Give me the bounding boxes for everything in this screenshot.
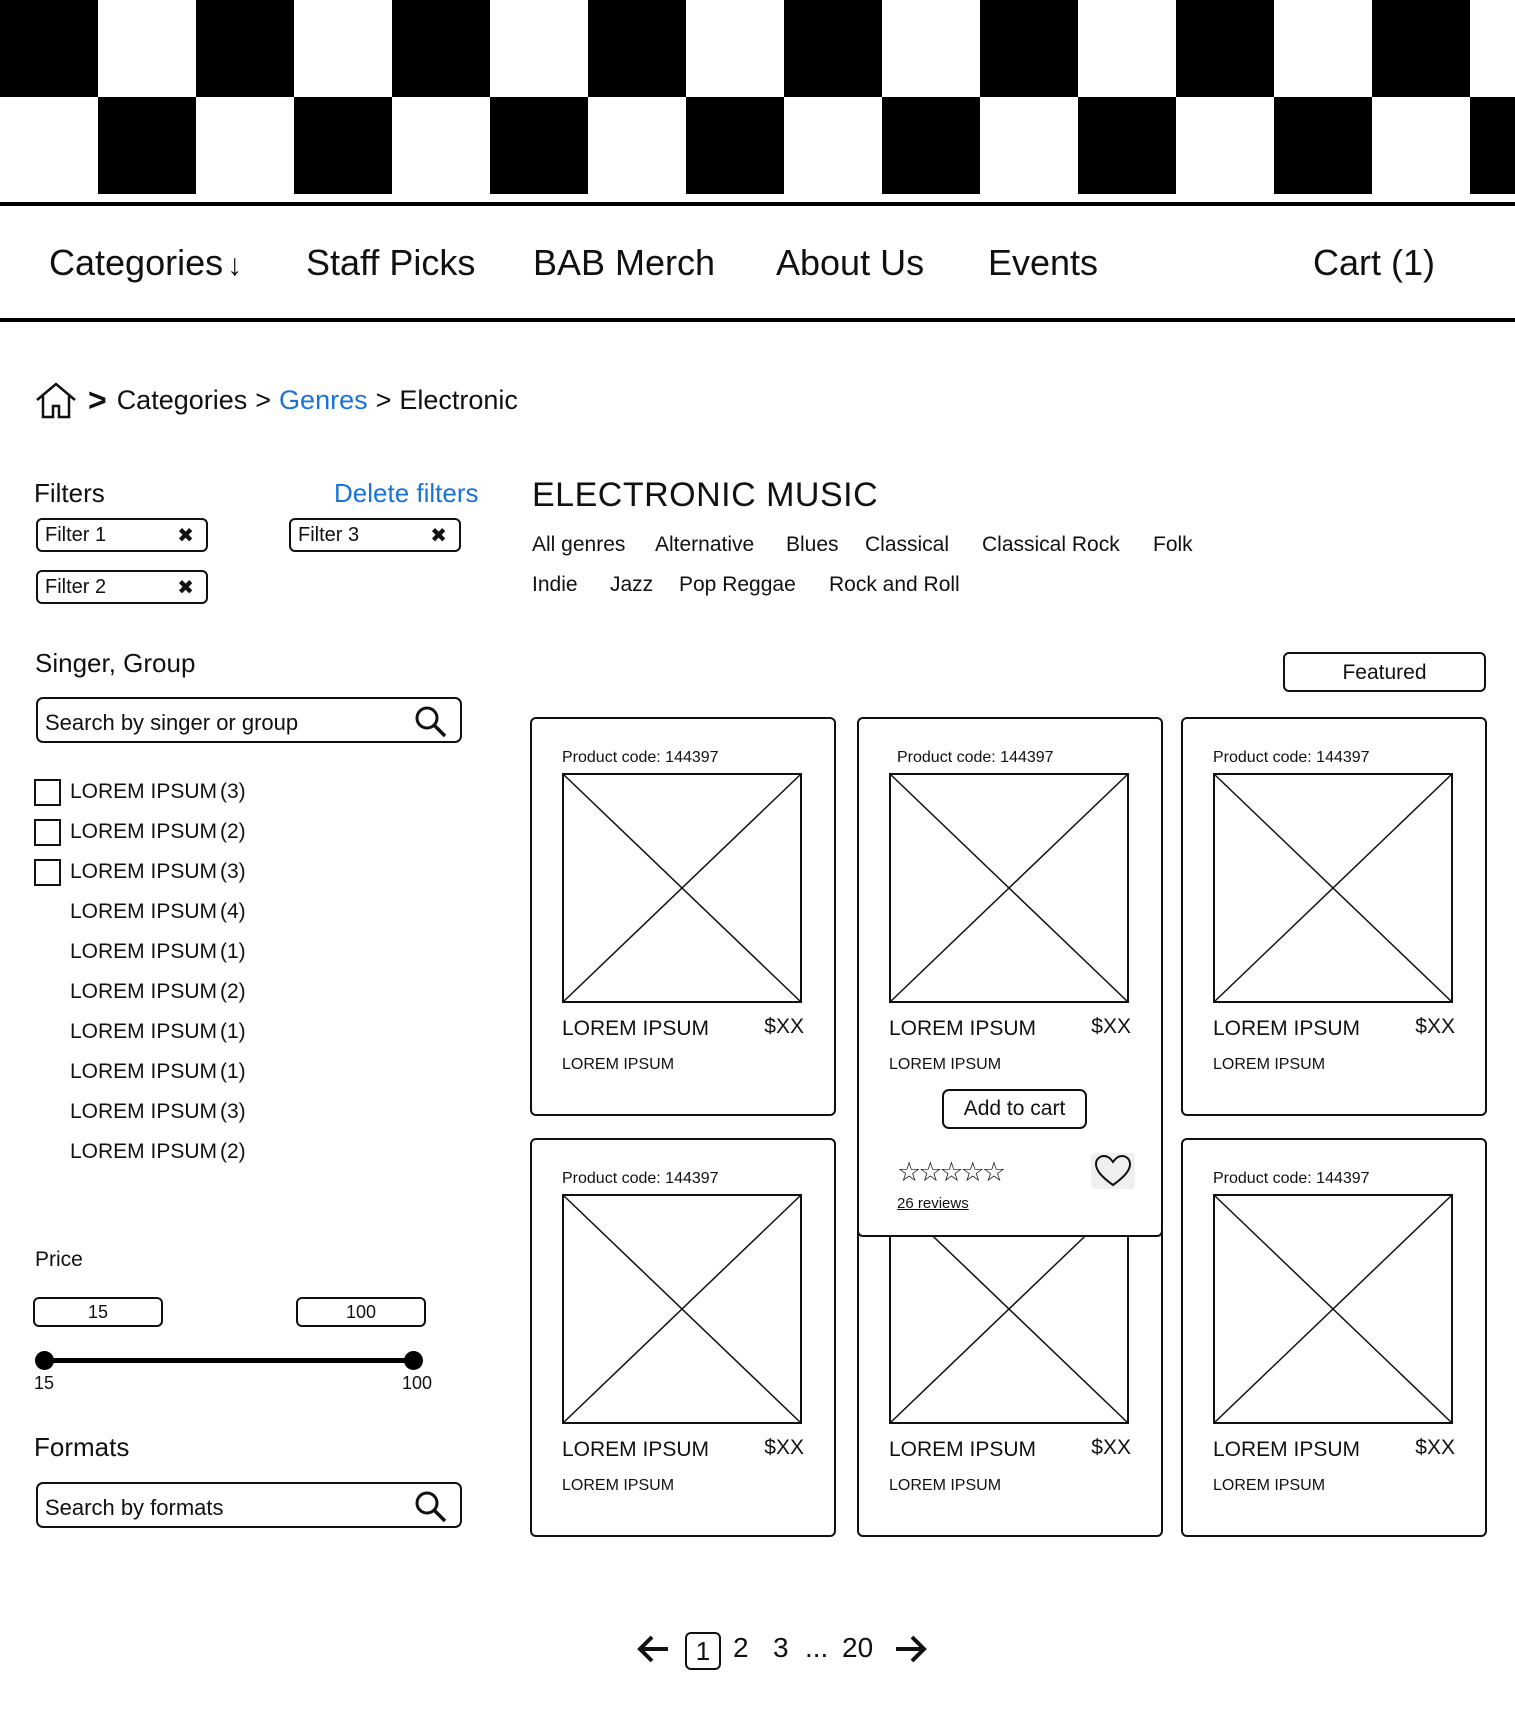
breadcrumb-separator: > [255, 384, 272, 415]
arrow-left-icon[interactable] [636, 1632, 670, 1666]
genre-link[interactable]: Alternative [655, 533, 755, 556]
singer-list [34, 772, 246, 1172]
list-item-count: (3) [220, 1100, 246, 1123]
singer-title: Singer, Group [35, 648, 196, 678]
price-min-input[interactable]: 15 [33, 1297, 163, 1327]
breadcrumb-separator: > [375, 384, 392, 415]
image-placeholder-icon [1213, 773, 1453, 1003]
price-max-label: 100 [402, 1373, 433, 1393]
list-item[interactable] [34, 1052, 246, 1092]
checkbox[interactable] [34, 819, 61, 846]
product-code: Product code: 144397 [897, 749, 1054, 766]
close-icon[interactable]: ✖ [430, 525, 447, 547]
product-price: $XX [1091, 1015, 1131, 1038]
close-icon[interactable]: ✖ [177, 525, 194, 547]
heart-icon[interactable] [1091, 1153, 1135, 1189]
singer-search-placeholder: Search by singer or group [45, 710, 299, 735]
product-price: $XX [764, 1436, 804, 1459]
formats-search-input[interactable] [36, 1482, 462, 1528]
page-2[interactable]: 2 [733, 1632, 749, 1663]
sort-dropdown[interactable]: Featured [1283, 652, 1486, 692]
list-item-count: (3) [220, 780, 246, 803]
list-item-label: LOREM IPSUM [70, 1100, 218, 1123]
list-item[interactable] [34, 812, 246, 852]
list-item-count: (3) [220, 860, 246, 883]
genre-link[interactable]: All genres [532, 533, 626, 556]
product-code: Product code: 144397 [1213, 749, 1370, 766]
product-card[interactable] [530, 717, 836, 1116]
home-icon[interactable] [34, 380, 78, 420]
list-item-label: LOREM IPSUM [70, 820, 218, 843]
filter-chip-label: Filter 2 [45, 576, 107, 598]
list-item-count: (1) [220, 1060, 246, 1083]
checkbox[interactable] [34, 859, 61, 886]
product-name: LOREM IPSUM [889, 1017, 1037, 1040]
genre-link[interactable]: Pop Reggae [679, 573, 796, 596]
product-price: $XX [1091, 1436, 1131, 1459]
rating-stars-icon[interactable]: ☆☆☆☆☆ [897, 1157, 1004, 1187]
filter-chip-label: Filter 1 [45, 524, 107, 546]
list-item[interactable] [34, 892, 246, 932]
nav-categories[interactable] [49, 242, 242, 284]
list-item[interactable] [34, 1092, 246, 1132]
price-slider-max-handle[interactable] [404, 1351, 423, 1370]
product-price: $XX [1415, 1015, 1455, 1038]
filter-chip-label: Filter 3 [298, 524, 360, 546]
page-title: ELECTRONIC MUSIC [532, 476, 879, 514]
product-code: Product code: 144397 [562, 749, 719, 766]
delete-filters-link[interactable]: Delete filters [334, 478, 479, 508]
image-placeholder-icon [889, 773, 1129, 1003]
product-name: LOREM IPSUM [562, 1017, 710, 1040]
reviews-link[interactable]: 26 reviews [897, 1195, 969, 1212]
breadcrumb [34, 380, 518, 420]
product-code: Product code: 144397 [562, 1170, 719, 1187]
product-card[interactable] [1181, 1138, 1487, 1537]
product-subtitle: LOREM IPSUM [562, 1477, 675, 1494]
image-placeholder-icon [562, 773, 802, 1003]
product-subtitle: LOREM IPSUM [889, 1056, 1002, 1073]
filters-title: Filters [34, 478, 105, 508]
page-1-current[interactable]: 1 [685, 1632, 721, 1670]
genre-link[interactable]: Classical Rock [982, 533, 1120, 556]
product-subtitle: LOREM IPSUM [889, 1477, 1002, 1494]
list-item[interactable] [34, 932, 246, 972]
price-slider-min-handle[interactable] [35, 1351, 54, 1370]
filter-chip-3 [289, 518, 461, 552]
search-icon[interactable] [414, 705, 448, 739]
list-item-count: (2) [220, 1140, 246, 1163]
price-max-input[interactable]: 100 [296, 1297, 426, 1327]
list-item-count: (2) [220, 980, 246, 1003]
header-divider-top [0, 202, 1515, 206]
add-to-cart-button[interactable]: Add to cart [942, 1089, 1087, 1129]
singer-search-input[interactable] [36, 697, 462, 743]
product-name: LOREM IPSUM [1213, 1438, 1361, 1461]
list-item-label: LOREM IPSUM [70, 780, 218, 803]
genre-link[interactable]: Folk [1153, 533, 1193, 556]
list-item-label: LOREM IPSUM [70, 860, 218, 883]
banner-row-top [0, 0, 1515, 97]
arrow-right-icon[interactable] [894, 1632, 928, 1666]
list-item-label: LOREM IPSUM [70, 980, 218, 1003]
price-min-label: 15 [34, 1373, 55, 1393]
image-placeholder-icon [562, 1194, 802, 1424]
image-placeholder-icon [1213, 1194, 1453, 1424]
breadcrumb-genres[interactable]: Genres [279, 384, 368, 415]
price-slider-track [44, 1358, 416, 1363]
search-icon[interactable] [414, 1490, 448, 1524]
nav-events[interactable]: Events [988, 242, 1099, 283]
product-name: LOREM IPSUM [1213, 1017, 1361, 1040]
list-item-label: LOREM IPSUM [70, 940, 218, 963]
list-item-label: LOREM IPSUM [70, 1140, 218, 1163]
genre-link[interactable]: Blues [786, 533, 839, 556]
product-subtitle: LOREM IPSUM [1213, 1056, 1326, 1073]
list-item-label: LOREM IPSUM [70, 900, 218, 923]
product-card[interactable] [530, 1138, 836, 1537]
product-code: Product code: 144397 [1213, 1170, 1370, 1187]
arrow-down-icon: ↓ [227, 249, 243, 282]
product-price: $XX [764, 1015, 804, 1038]
product-subtitle: LOREM IPSUM [562, 1056, 675, 1073]
main-nav [0, 210, 1515, 314]
banner-row-bottom [0, 97, 1515, 194]
checkbox[interactable] [34, 779, 61, 806]
nav-merch[interactable]: BAB Merch [533, 242, 716, 283]
breadcrumb-categories[interactable]: Categories [116, 384, 248, 415]
price-title: Price [35, 1248, 83, 1271]
list-item-count: (2) [220, 820, 246, 843]
nav-staff-picks[interactable]: Staff Picks [306, 242, 476, 283]
filter-chip-1 [36, 518, 208, 552]
list-item-count: (4) [220, 900, 246, 923]
product-name: LOREM IPSUM [562, 1438, 710, 1461]
page-20[interactable]: 20 [842, 1632, 874, 1663]
filter-chip-2 [36, 570, 208, 604]
genre-link[interactable]: Rock and Roll [829, 573, 960, 596]
list-item-count: (1) [220, 1020, 246, 1043]
nav-categories-label: Categories [49, 242, 224, 283]
formats-title: Formats [34, 1432, 130, 1462]
genre-link[interactable]: Indie [532, 573, 578, 596]
list-item-count: (1) [220, 940, 246, 963]
list-item-label: LOREM IPSUM [70, 1020, 218, 1043]
header-divider-bottom [0, 318, 1515, 322]
product-card-hovered[interactable] [857, 717, 1163, 1237]
page-ellipsis: ... [805, 1632, 829, 1663]
genre-link[interactable]: Classical [865, 533, 950, 556]
product-subtitle: LOREM IPSUM [1213, 1477, 1326, 1494]
list-item[interactable] [34, 1132, 246, 1172]
formats-search-placeholder: Search by formats [45, 1495, 224, 1520]
product-price: $XX [1415, 1436, 1455, 1459]
list-item[interactable] [34, 852, 246, 892]
list-item-label: LOREM IPSUM [70, 1060, 218, 1083]
genre-link[interactable]: Jazz [610, 573, 654, 596]
close-icon[interactable]: ✖ [177, 577, 194, 599]
list-item[interactable] [34, 772, 246, 812]
list-item[interactable] [34, 972, 246, 1012]
nav-cart[interactable]: Cart (1) [1313, 242, 1436, 283]
checkered-banner [0, 0, 1515, 194]
product-card[interactable] [1181, 717, 1487, 1116]
list-item[interactable] [34, 1012, 246, 1052]
nav-about[interactable]: About Us [776, 242, 925, 283]
breadcrumb-separator: > [88, 381, 107, 418]
product-name: LOREM IPSUM [889, 1438, 1037, 1461]
breadcrumb-current: Electronic [399, 384, 518, 415]
page-3[interactable]: 3 [773, 1632, 789, 1663]
